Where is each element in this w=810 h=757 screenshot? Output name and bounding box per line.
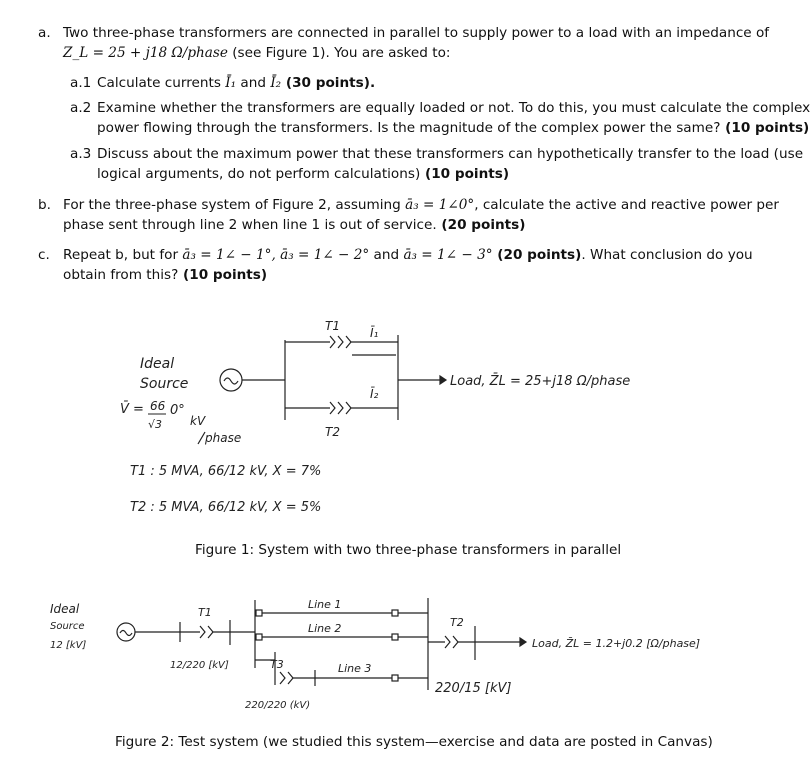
question-c-line1-post: . What conclusion do you [581,247,753,263]
fig2-t2-label: T2 [450,616,464,629]
fig2-transformer-t1-icon [200,626,213,638]
fig1-voltage-per: phase [205,431,242,445]
question-c-line1-pre: Repeat b, but for [63,247,183,263]
current-i2: Ī₂ [270,75,282,91]
question-c-points2: (10 points) [178,267,268,283]
question-c-and: and [369,247,404,263]
question-a1-points: (30 points). [281,75,376,91]
question-c-eq2: ā₃ = 1∠ − 3° [403,247,493,263]
fig2-t1-rating: 12/220 [kV] [170,660,229,671]
question-a1-label: a.1 [70,75,92,91]
question-a1-text: Calculate currents [97,75,226,91]
fig2-source-kv: 12 [kV] [50,640,87,651]
fig2-t3-rating: 220/220 (kV) [245,700,311,711]
question-c-label: c. [38,247,50,263]
fig1-t1-spec: T1 : 5 MVA, 66/12 kV, X = 7% [130,464,322,479]
fig1-voltage-num: 66 [150,399,166,413]
figure-2-diagram [40,590,785,720]
fig1-voltage-den: √3 [148,418,163,431]
question-c-line2: obtain from this? [63,267,179,283]
fig1-i1-label: Ī₁ [370,326,379,340]
question-b-label: b. [38,197,51,213]
fig1-source-label-1: Ideal [140,356,175,372]
arrow-icon [440,376,446,384]
question-a2-line2: power flowing through the transformers. Is the magnitude of the complex power the same? [97,120,721,136]
fig1-i2-label: Ī₂ [370,387,379,401]
question-a-line2: (see Figure 1). You are asked to: [227,45,451,61]
fig2-transformer-t2-icon [445,636,458,648]
fig1-t1-label: T1 [325,319,340,333]
question-b-points: (20 points) [436,217,526,233]
fig1-source-label-2: Source [140,376,189,392]
fig2-line2-label: Line 2 [308,622,342,635]
fig1-voltage-unit: kV [190,414,206,428]
fig2-t3-label: T3 [270,658,284,671]
transformer-t1-icon [330,336,351,348]
fig1-voltage-pre: V̄ = [120,402,144,417]
figure-1-diagram [100,310,700,530]
question-c-eq1: ā₃ = 1∠ − 1°, ā₃ = 1∠ − 2° [182,247,370,263]
figure-2-caption: Figure 2: Test system (we studied this system—exercise and data are posted in Canvas) [115,734,713,750]
fig2-t2-rating: 220/15 [kV] [435,681,512,696]
transformer-t2-icon [330,402,351,414]
current-i1: Ī₁ [225,75,237,91]
question-a2-label: a.2 [70,100,92,116]
question-a3-label: a.3 [70,146,92,162]
question-c-points1: (20 points) [492,247,582,263]
fig2-line3-label: Line 3 [338,662,372,675]
fig1-voltage-angle: 0° [170,403,185,418]
fig1-t2-spec: T2 : 5 MVA, 66/12 kV, X = 5% [130,500,322,515]
load-impedance-eq: Z_L = 25 + j18 Ω/phase [63,45,228,61]
fig2-source-label-1: Ideal [50,602,80,616]
question-b-line1-post: , calculate the active and reactive power per [474,197,779,213]
fig1-load-label: Load, Z̄L = 25+j18 Ω/phase [450,374,631,389]
fig2-t1-label: T1 [198,606,212,619]
question-a-line1: Two three-phase transformers are connected in parallel to supply power to a load with an impedance of [63,25,770,41]
question-b-line1-pre: For the three-phase system of Figure 2, assuming [63,197,406,213]
question-b-line2: phase sent through line 2 when line 1 is out of service. [63,217,437,233]
question-a3-line1: Discuss about the maximum power that these transformers can hypothetically transfer to the load (use [97,146,804,162]
fig2-transformer-t3-icon [280,672,293,684]
question-a1-and: and [236,75,271,91]
question-a-label: a. [38,25,51,41]
question-a2-points: (10 points) [720,120,810,136]
question-a3-points: (10 points) [420,166,510,182]
figure-1-caption: Figure 1: System with two three-phase transformers in parallel [195,542,622,558]
question-a2-line1: Examine whether the transformers are equally loaded or not. To do this, you must calculate the complex [97,100,810,116]
question-b-eq: ā₃ = 1∠0° [405,197,475,213]
question-a3-line2: logical arguments, do not perform calculations) [97,166,421,182]
fig1-t2-label: T2 [325,425,340,439]
fig2-arrow-icon [520,638,526,646]
fig2-load-label: Load, Z̄L = 1.2+j0.2 [Ω/phase] [532,637,701,650]
fig2-source-label-2: Source [50,621,85,632]
fig2-line1-label: Line 1 [308,598,342,611]
